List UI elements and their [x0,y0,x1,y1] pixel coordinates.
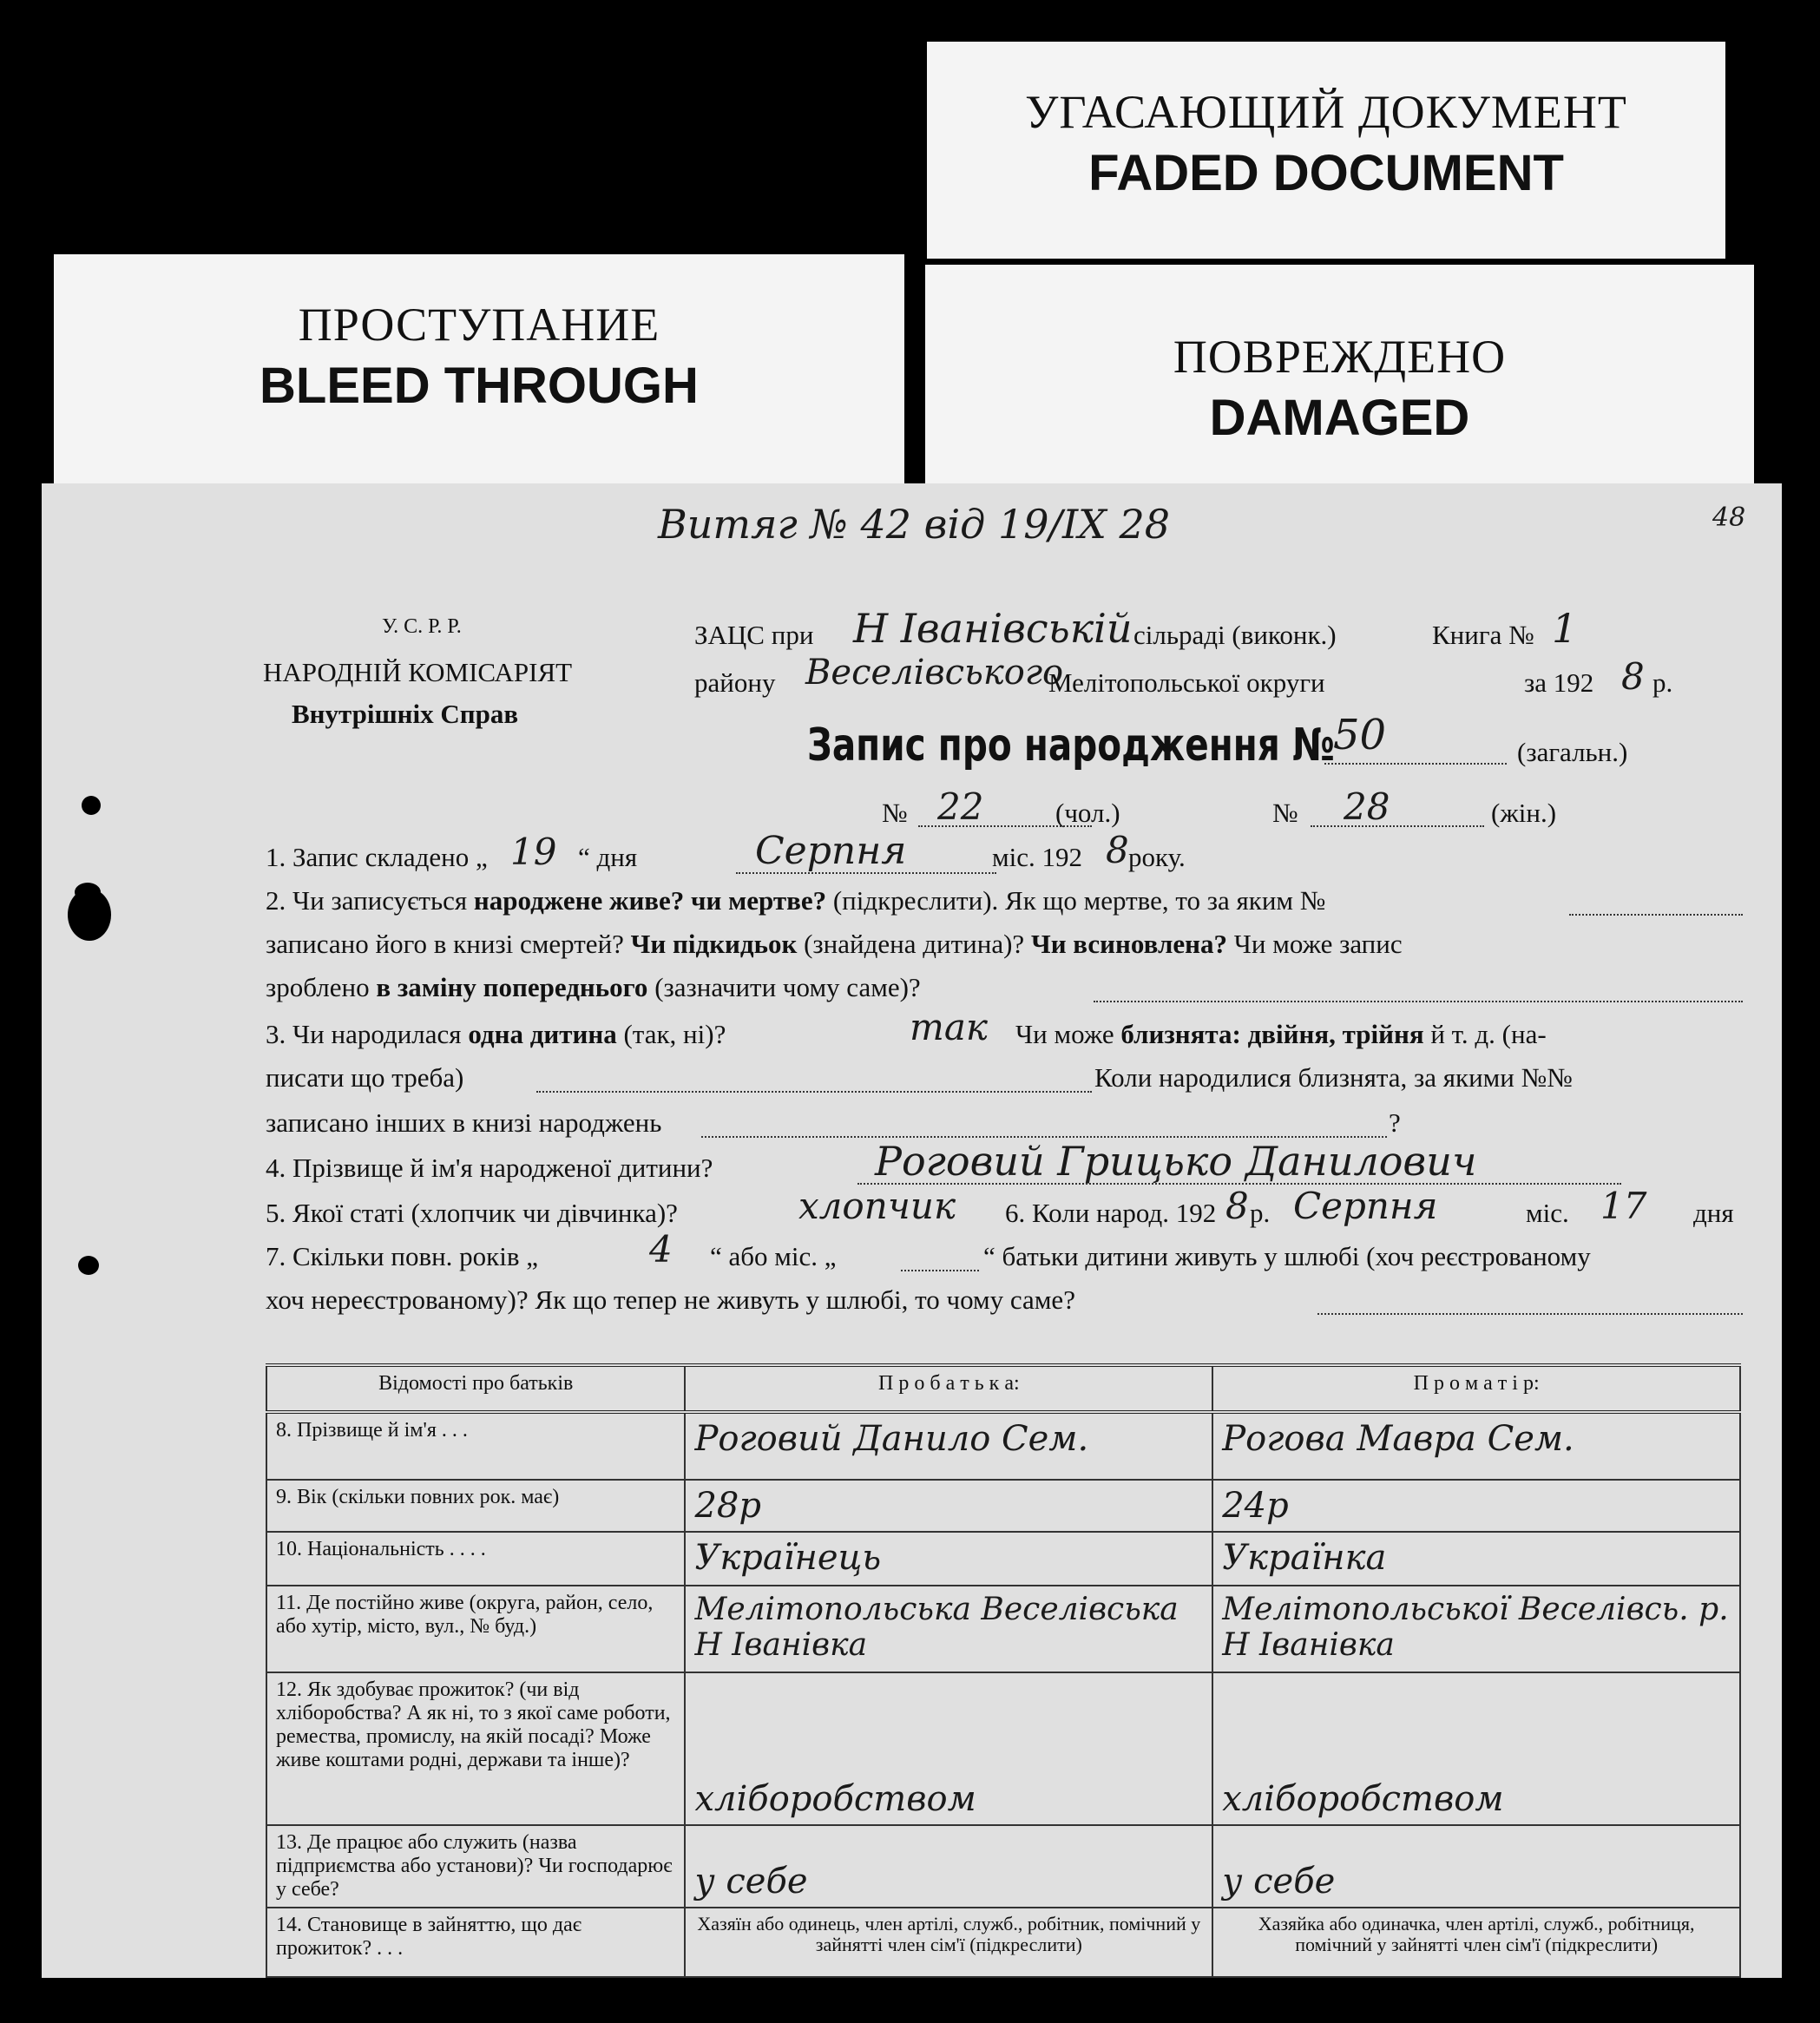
row-label: 11. Де постійно живе (округа, район, село, або хутір, місто, вул., № буд.) [266,1586,685,1672]
table-row [266,1825,1740,1908]
q7-l1a: 7. Скільки повн. років „ [266,1241,538,1271]
bleed-en: BLEED THROUGH [260,358,699,414]
dotted-line [1311,825,1484,827]
damaged-ru: ПОВРЕЖДЕНО [1173,331,1507,383]
q3-l1c: (так, ні)? [623,1019,726,1049]
q6-a: 6. Коли народ. 192 [1005,1198,1217,1228]
mother-value: Мелітопольської Веселівсь. р. Н Іванівка [1212,1586,1740,1672]
year-label: за 192 [1524,667,1594,698]
book-label: Книга № [1432,620,1534,650]
q2-line3 [266,972,921,1003]
book-no: 1 [1552,605,1578,652]
q2-l2e: Чи може запис [1233,929,1403,959]
row-label: 10. Національність . . . . [266,1532,685,1586]
record-title: Запис про народження № [807,719,1335,772]
q2-line1 [266,885,1325,916]
q3-l3a: записано інших в книзі народжень [266,1107,662,1138]
district-value: Веселівського [805,653,1064,693]
punch-hole [82,796,101,815]
q2-l1c: (підкреслити). Як що мертве, то за яким № [832,885,1326,916]
internal-affairs-header: Внутрішніх Справ [292,699,519,729]
commissariat-header: НАРОДНІЙ КОМІСАРІЯТ [263,657,573,687]
q6-c: дня [1693,1198,1734,1228]
punch-hole [78,1256,99,1275]
row-label: 8. Прізвище й ім'я . . . [266,1412,685,1480]
female-no-label: № [1272,798,1298,828]
zags-village: Н Іванівській [853,605,1133,652]
q4-question: 4. Прізвище й ім'я народженої дитини? [266,1153,713,1183]
mother-value: Українка [1212,1532,1740,1586]
father-value: у себе [685,1825,1212,1908]
dotted-line [1569,914,1743,916]
mother-value: Рогова Мавра Сем. [1212,1412,1740,1480]
q3-l1b: одна дитина [468,1019,617,1049]
q4-answer: Роговий Грицько Данилович [875,1138,1477,1185]
male-no: 22 [937,785,984,828]
father-value: Українець [685,1532,1212,1586]
q6-r: р. [1250,1198,1271,1228]
header-father: П р о б а т ь к а: [685,1365,1212,1412]
bleed-ru: ПРОСТУПАНИЕ [298,299,660,351]
father-value: хліборобством [685,1672,1212,1825]
district-label: району [694,667,776,698]
female-suffix: (жін.) [1491,798,1557,828]
year-suffix: р. [1652,667,1673,698]
q1-d: року. [1128,842,1186,872]
male-no-label: № [882,798,908,828]
parents-table [266,1363,1741,1978]
table-row [266,1532,1740,1586]
okrug: Мелітопольської округи [1048,667,1325,698]
faded-document-label [927,42,1725,259]
corner-mark: 48 [1712,502,1746,533]
dotted-line [1324,763,1507,765]
q2-l2c: (знайдена дитина)? [804,929,1025,959]
dotted-line [1317,1313,1743,1315]
q5-question: 5. Якої статі (хлопчик чи дівчинка)? [266,1198,678,1228]
record-no: 50 [1333,711,1387,759]
q7-l1b: “ або міс. „ [710,1241,837,1271]
damaged-label [925,265,1754,499]
q7-years: 4 [649,1228,673,1271]
mother-value: хліборобством [1212,1672,1740,1825]
mother-value: 24р [1212,1480,1740,1532]
zags-post: сільраді (виконк.) [1133,620,1337,650]
q1-day: 19 [510,831,557,873]
q6-b: міс. [1526,1198,1569,1228]
q5-answer: хлопчик [798,1185,956,1227]
q1-a: 1. Запис складено „ [266,842,488,872]
table-row [266,1672,1740,1825]
zags-pre: ЗАЦС при [694,620,814,650]
dotted-line [536,1091,1092,1093]
q3-line1b [1015,1019,1547,1050]
mother-value: Хазяйка або одиначка, член артілі, служб., робітниця, помічний у зайнятті член сім'ї (підкреслити) [1212,1908,1740,1977]
header-mother: П р о м а т і р: [1212,1365,1740,1412]
father-value: Мелітопольська Веселівська Н Іванівка [685,1586,1212,1672]
male-suffix-text: (чол.) [1055,798,1120,828]
dotted-line [736,872,996,874]
q2-l3c: (зазначити чому саме)? [654,972,921,1002]
faded-en: FADED DOCUMENT [1088,145,1564,201]
q1-c: міс. 192 [992,842,1082,872]
q6-month: Серпня [1293,1185,1438,1227]
row-label: 13. Де працює або служить (назва підприємства або установи)? Чи господарює у себе? [266,1825,685,1908]
q1-yd: 8 [1106,829,1129,871]
q2-l2b: Чи підкидьок [630,929,798,959]
q6-year-digit: 8 [1225,1185,1249,1227]
table-row [266,1908,1740,1977]
q2-line2 [266,929,1403,960]
table-row [266,1480,1740,1532]
year-digit: 8 [1621,655,1645,698]
birth-record-document [42,483,1782,1978]
q2-l2d: Чи всиновлена? [1030,929,1227,959]
faded-ru: УГАСАЮЩИЙ ДОКУМЕНТ [1025,86,1627,138]
dotted-line [1094,1001,1743,1002]
q3-l1d: Чи може [1015,1019,1114,1049]
q7-l1c: “ батьки дитини живуть у шлюбі (хоч реєстрованому [983,1241,1591,1271]
table-row [266,1412,1740,1480]
q3-l1e: близнята: двійня, трійня [1120,1019,1424,1049]
q3-answer: так [910,1006,988,1048]
q6-day: 17 [1600,1185,1647,1227]
general-label: (загальн.) [1517,737,1628,767]
q2-l1a: 2. Чи записується [266,885,468,916]
ussr-header: У. С. Р. Р. [382,615,462,638]
q2-l2a: записано його в книзі смертей? [266,929,624,959]
damaged-en: DAMAGED [1209,390,1470,446]
header-parents-info: Відомості про батьків [266,1365,685,1412]
q3-l2b: Коли народилися близнята, за якими №№ [1094,1062,1573,1093]
mother-value: у себе [1212,1825,1740,1908]
table-row [266,1586,1740,1672]
q3-l3b: ? [1389,1107,1401,1138]
q2-l3a: зроблено [266,972,370,1002]
q7-l2: хоч нереєстрованому)? Як що тепер не живуть у шлюбі, то чому саме? [266,1284,1075,1315]
top-note: Витяг № 42 від 19/IX 28 [658,501,1171,548]
table-header-row [266,1365,1740,1412]
father-value: Роговий Данило Сем. [685,1412,1212,1480]
q1-month: Серпня [755,829,907,873]
q2-l3b: в заміну попереднього [376,972,648,1002]
dotted-line [901,1270,979,1271]
father-value: Хазяїн або одинець, член артілі, служб., робітник, помічний у зайнятті член сім'ї (підкреслити) [685,1908,1212,1977]
female-no: 28 [1344,785,1390,828]
q2-l1b: народжене живе? чи мертве? [473,885,827,916]
q3-l1a: 3. Чи народилася [266,1019,462,1049]
punch-hole [68,889,111,941]
q3-line1 [266,1019,726,1050]
row-label: 14. Становище в зайняттю, що дає прожиток? . . . [266,1908,685,1977]
q1-b: “ дня [578,842,638,872]
father-value: 28р [685,1480,1212,1532]
q3-l1f: й т. д. (на- [1430,1019,1547,1049]
row-label: 9. Вік (скільки повних рок. має) [266,1480,685,1532]
row-label: 12. Як здобуває прожиток? (чи від хліборобства? А як ні, то з якої саме роботи, ремества, промислу, на якій посаді? Може живе коштами родні, держави та інше)? [266,1672,685,1825]
q3-l2a: писати що треба) [266,1062,464,1093]
